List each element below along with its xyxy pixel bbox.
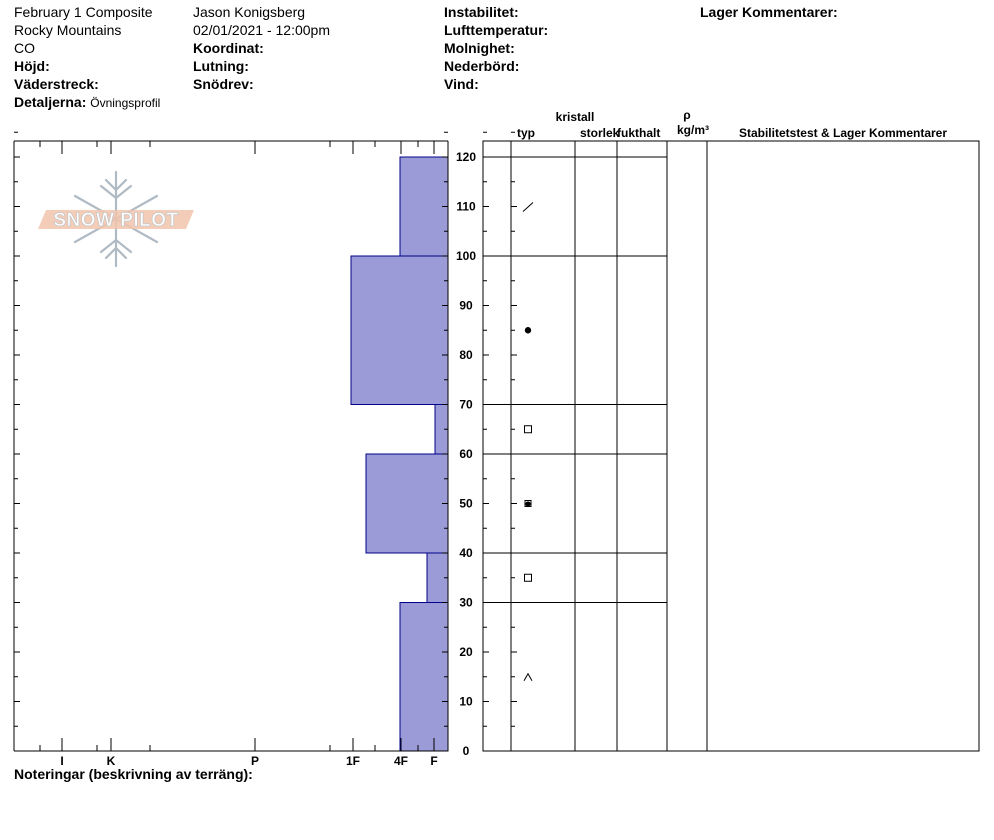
details-label: Detaljerna: Övningsprofil [14, 94, 161, 110]
y-tick-label: 10 [459, 694, 473, 709]
y-tick-label: 70 [459, 397, 473, 412]
x-tick-label: 4F [393, 754, 409, 768]
hardness-layer-2 [366, 454, 448, 553]
aspect-label: Väderstreck: [14, 76, 99, 92]
y-tick-label: 40 [459, 546, 473, 560]
y-tick-label: 120 [455, 150, 477, 164]
state: CO [14, 40, 35, 56]
y-tick-label: 20 [459, 645, 473, 659]
faceted-crystals-icon [525, 574, 532, 581]
instability-label: Instabilitet: [444, 4, 519, 20]
hardness-layers [351, 157, 448, 751]
crystal-group-header: kristall [555, 110, 595, 124]
x-tick-label: P [250, 754, 260, 768]
mountain-range: Rocky Mountains [14, 22, 122, 38]
precip-label: Nederbörd: [444, 58, 520, 74]
stability-header: Stabilitetstest & Lager Kommentarer [738, 126, 948, 140]
plot-frame [14, 141, 979, 751]
size-header: storlek [580, 126, 620, 140]
rounded-grains-icon [525, 327, 531, 333]
observer-name: Jason Konigsberg [193, 4, 306, 20]
y-tick-label: 50 [459, 496, 473, 511]
snowpilot-logo [38, 172, 194, 266]
depth-hoar-icon [524, 674, 532, 681]
drift-label: Snödrev: [193, 76, 254, 92]
x-tick-label: 1F [345, 754, 361, 768]
hardness-layer-4 [351, 256, 448, 405]
details-value: Övningsprofil [90, 96, 161, 110]
x-tick-label: K [106, 754, 116, 768]
y-tick-label: 80 [459, 348, 473, 362]
elevation-label: Höjd: [14, 58, 50, 74]
faceted-crystals-icon [525, 426, 532, 433]
slope-label: Lutning: [193, 58, 249, 74]
sky-label: Molnighet: [444, 40, 515, 56]
moisture-header: fukthalt [617, 126, 661, 140]
density-unit-header: kg/m³ [676, 123, 710, 137]
rounding-faceted-icon [525, 501, 531, 507]
precipitation-particles-icon [523, 203, 533, 212]
rho-header: ρ [683, 108, 691, 122]
wind-label: Vind: [444, 76, 479, 92]
coordinate-label: Koordinat: [193, 40, 264, 56]
x-tick-label: I [60, 754, 64, 768]
y-tick-label: 60 [459, 447, 473, 461]
hardness-layer-0 [400, 603, 448, 752]
y-tick-label: 110 [456, 199, 476, 214]
y-tick-label: 90 [459, 298, 473, 313]
air-temp-label: Lufttemperatur: [444, 22, 549, 38]
layer-comments-label: Lager Kommentarer: [700, 4, 838, 20]
profile-title: February 1 Composite [14, 4, 153, 20]
y-tick-label: 30 [459, 595, 473, 610]
y-tick-label: 0 [462, 744, 470, 758]
observation-datetime: 02/01/2021 - 12:00pm [193, 22, 330, 38]
x-tick-label: F [430, 754, 438, 768]
logo-text: SNOW PILOT [53, 210, 179, 231]
y-tick-label: 100 [455, 249, 477, 263]
hardness-layer-5 [400, 157, 448, 256]
type-header: typ [517, 126, 535, 140]
grain-type-symbols [523, 203, 533, 681]
notes-label: Noteringar (beskrivning av terräng): [14, 766, 253, 782]
